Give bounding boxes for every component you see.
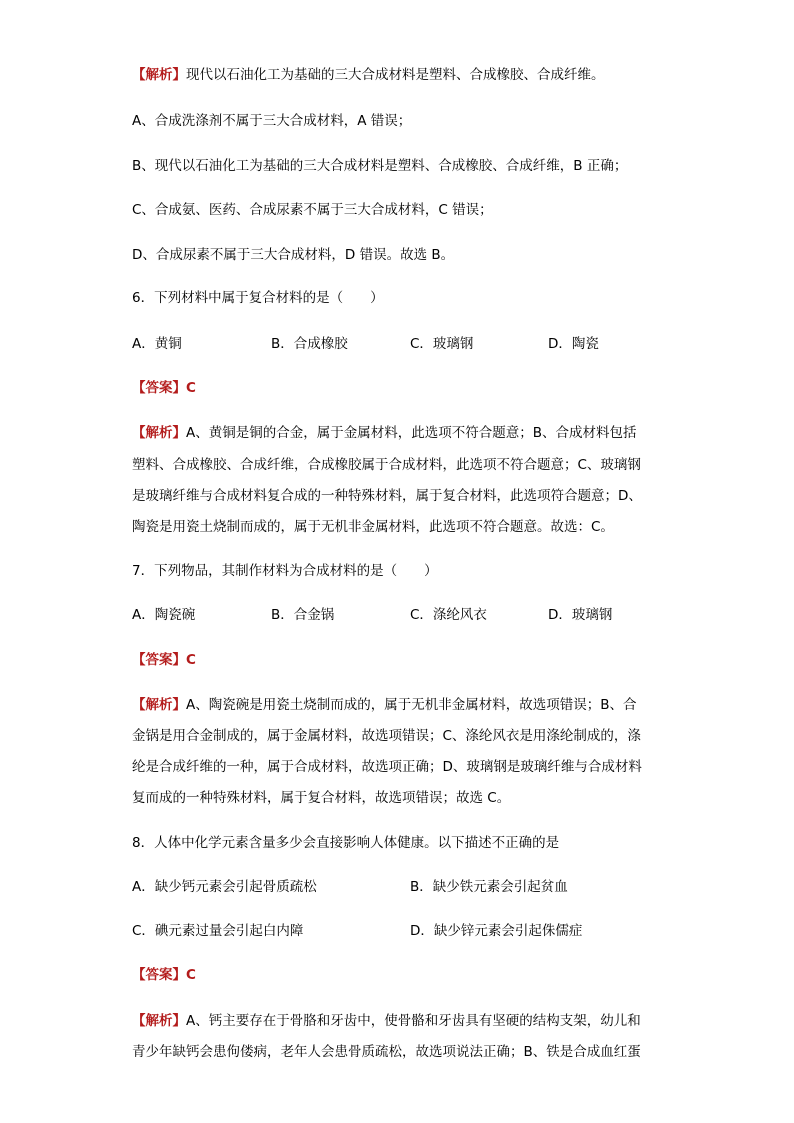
answer-label: 【答案】	[132, 652, 186, 668]
analysis-label: 【解析】	[132, 425, 186, 441]
q7-option-c: C．涤纶风衣	[410, 607, 487, 623]
answer-label: 【答案】	[132, 967, 186, 983]
q6-option-a: A．黄铜	[132, 336, 182, 352]
q8-analysis-line: 【解析】A、钙主要存在于骨胳和牙齿中，使骨骼和牙齿具有坚硬的结构支架，幼儿和	[132, 1013, 641, 1029]
q6-analysis-line: 是玻璃纤维与合成材料复合成的一种特殊材料，属于复合材料，此选项符合题意；D、	[132, 488, 642, 504]
q6-answer	[132, 378, 196, 398]
analysis-label: 【解析】	[132, 1013, 186, 1029]
question-8: 8．人体中化学元素含量多少会直接影响人体健康。以下描述不正确的是	[132, 835, 560, 851]
q6-option-d: D．陶瓷	[548, 336, 599, 352]
q8-option-c: C．碘元素过量会引起白内障	[132, 923, 304, 939]
q7-option-a: A．陶瓷碗	[132, 607, 196, 623]
analysis-label: 【解析】	[132, 697, 186, 713]
q7-option-b: B．合金锅	[271, 607, 335, 623]
analysis-line: C、合成氨、医药、合成尿素不属于三大合成材料，C 错误；	[132, 202, 493, 218]
q7-answer	[132, 650, 196, 670]
q6-analysis-line: 塑料、合成橡胶、合成纤维，合成橡胶属于合成材料，此选项不符合题意；C、玻璃钢	[132, 457, 641, 473]
question-7: 7．下列物品，其制作材料为合成材料的是（ ）	[132, 563, 438, 579]
analysis-paragraph	[132, 65, 605, 85]
q7-option-d: D．玻璃钢	[548, 607, 613, 623]
q8-option-b: B．缺少铁元素会引起贫血	[410, 879, 568, 895]
q7-analysis-line: 【解析】A、陶瓷碗是用瓷土烧制而成的，属于无机非金属材料，故选项错误；B、合	[132, 697, 637, 713]
question-6: 6．下列材料中属于复合材料的是（ ）	[132, 290, 384, 306]
q8-answer	[132, 965, 196, 985]
analysis-label: 【解析】	[132, 67, 186, 83]
q7-analysis-line: 复而成的一种特殊材料，属于复合材料，故选项错误；故选 C。	[132, 790, 511, 806]
q6-analysis-line: 陶瓷是用瓷土烧制而成的，属于无机非金属材料，此选项不符合题意。故选：C。	[132, 519, 614, 535]
answer-value: C	[186, 652, 196, 668]
q8-option-d: D．缺少锌元素会引起侏儒症	[410, 923, 583, 939]
analysis-text: 现代以石油化工为基础的三大合成材料是塑料、合成橡胶、合成纤维。	[186, 67, 605, 83]
answer-value: C	[186, 380, 196, 396]
q8-option-a: A．缺少钙元素会引起骨质疏松	[132, 879, 317, 895]
analysis-line: A、合成洗涤剂不属于三大合成材料，A 错误；	[132, 113, 412, 129]
answer-value: C	[186, 967, 196, 983]
q6-option-b: B．合成橡胶	[271, 336, 348, 352]
q8-analysis-line: 青少年缺钙会患佝偻病，老年人会患骨质疏松，故选项说法正确；B、铁是合成血红蛋	[132, 1044, 641, 1060]
answer-label: 【答案】	[132, 380, 186, 396]
q7-analysis-line: 纶是合成纤维的一种，属于合成材料，故选项正确；D、玻璃钢是玻璃纤维与合成材料	[132, 759, 642, 775]
analysis-line: B、现代以石油化工为基础的三大合成材料是塑料、合成橡胶、合成纤维，B 正确；	[132, 158, 628, 174]
analysis-line: D、合成尿素不属于三大合成材料，D 错误。故选 B。	[132, 247, 455, 263]
q7-analysis-line: 金锅是用合金制成的，属于金属材料，故选项错误；C、涤纶风衣是用涤纶制成的，涤	[132, 728, 641, 744]
q6-option-c: C．玻璃钢	[410, 336, 474, 352]
q6-analysis-line: 【解析】A、黄铜是铜的合金，属于金属材料，此选项不符合题意；B、合成材料包括	[132, 425, 637, 441]
